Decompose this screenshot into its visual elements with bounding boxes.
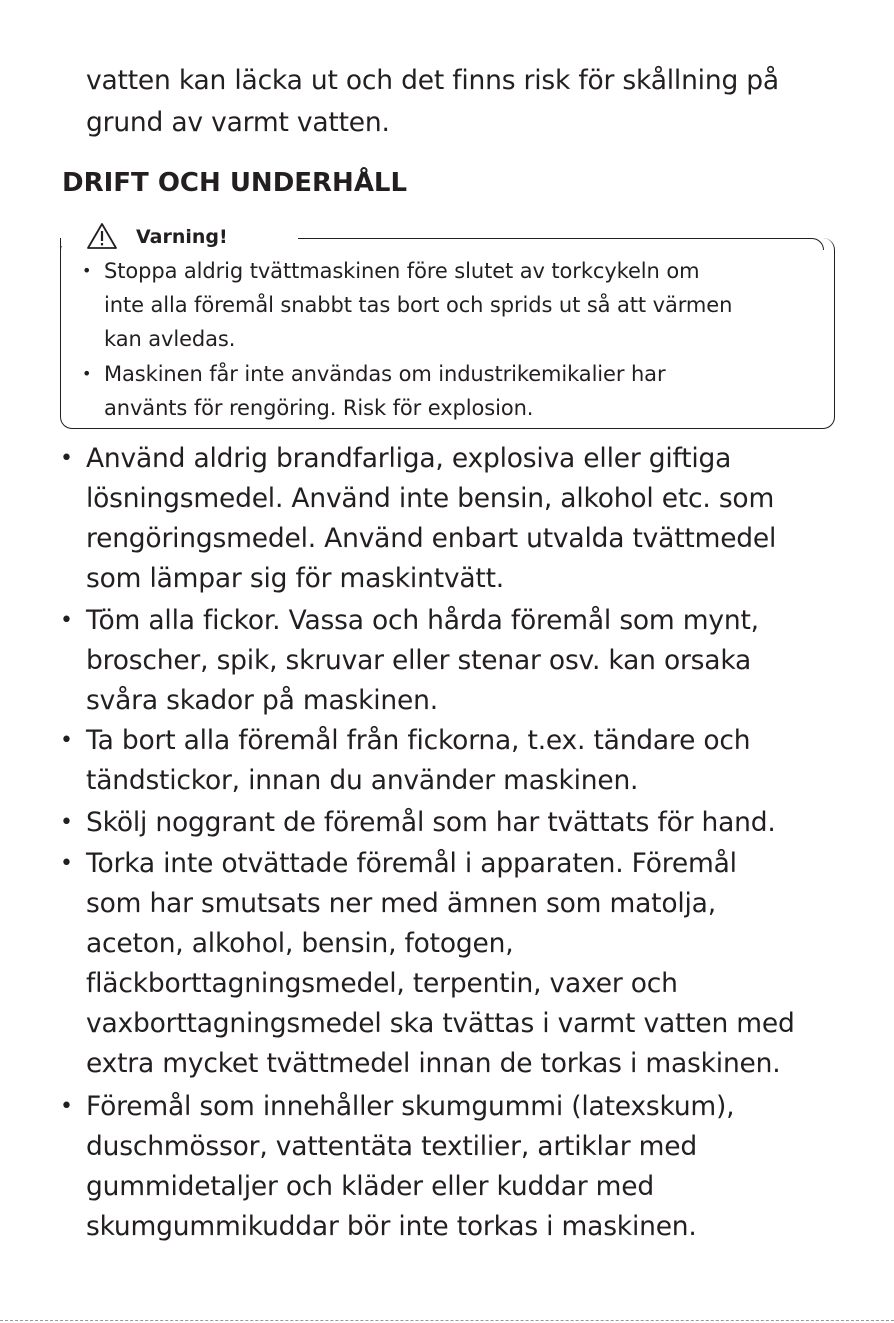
bullet-line: extra mycket tvättmedel innan de torkas i maskinen. bbox=[86, 1048, 781, 1079]
warning-item-line: använts för rengöring. Risk för explosion. bbox=[104, 396, 534, 420]
bullet-line: vaxborttagningsmedel ska tvättas i varmt vatten med bbox=[86, 1008, 795, 1039]
bullet-line: Föremål som innehåller skumgummi (latexskum), bbox=[86, 1091, 735, 1122]
bullet-line: Använd aldrig brandfarliga, explosiva eller giftiga bbox=[86, 443, 732, 474]
bullet-marker: • bbox=[60, 851, 73, 876]
bullet-marker: • bbox=[60, 446, 73, 471]
bullet-marker: • bbox=[60, 728, 73, 753]
page-bottom-rule bbox=[0, 1320, 894, 1321]
bullet-line: fläckborttagningsmedel, terpentin, vaxer och bbox=[86, 968, 678, 999]
warning-box-top-border bbox=[298, 238, 824, 250]
bullet-line: duschmössor, vattentäta textilier, artiklar med bbox=[86, 1131, 697, 1162]
intro-line: vatten kan läcka ut och det finns risk för skållning på bbox=[86, 65, 779, 96]
bullet-line: som lämpar sig för maskintvätt. bbox=[86, 563, 505, 594]
bullet-line: Torka inte otvättade föremål i apparaten. Föremål bbox=[86, 848, 737, 879]
bullet-line: Skölj noggrant de föremål som har tvättats för hand. bbox=[86, 807, 776, 838]
warning-item-line: Maskinen får inte användas om industrikemikalier har bbox=[104, 362, 666, 386]
bullet-marker: • bbox=[60, 608, 73, 633]
intro-line: grund av varmt vatten. bbox=[86, 107, 390, 138]
bullet-line: som har smutsats ner med ämnen som matolja, bbox=[86, 888, 716, 919]
warning-item-line: kan avledas. bbox=[104, 327, 236, 351]
bullet-marker: • bbox=[60, 1094, 73, 1119]
bullet-line: lösningsmedel. Använd inte bensin, alkohol etc. som bbox=[86, 483, 775, 514]
bullet-marker: • bbox=[82, 364, 92, 383]
bullet-line: gummidetaljer och kläder eller kuddar med bbox=[86, 1171, 655, 1202]
warning-triangle-icon bbox=[86, 222, 118, 250]
bullet-marker: • bbox=[82, 261, 92, 280]
bullet-line: broscher, spik, skruvar eller stenar osv. kan orsaka bbox=[86, 645, 752, 676]
warning-title: Varning! bbox=[136, 226, 228, 248]
bullet-line: aceton, alkohol, bensin, fotogen, bbox=[86, 928, 514, 959]
bullet-line: rengöringsmedel. Använd enbart utvalda tvättmedel bbox=[86, 523, 777, 554]
bullet-line: tändstickor, innan du använder maskinen. bbox=[86, 765, 639, 796]
bullet-line: svåra skador på maskinen. bbox=[86, 685, 438, 716]
bullet-line: Ta bort alla föremål från fickorna, t.ex. tändare och bbox=[86, 725, 751, 756]
section-heading: DRIFT OCH UNDERHÅLL bbox=[62, 168, 408, 198]
bullet-marker: • bbox=[60, 810, 73, 835]
warning-item-line: Stoppa aldrig tvättmaskinen före slutet av torkcykeln om bbox=[104, 259, 700, 283]
warning-item-line: inte alla föremål snabbt tas bort och sprids ut så att värmen bbox=[104, 293, 733, 317]
bullet-line: Töm alla fickor. Vassa och hårda föremål som mynt, bbox=[86, 605, 759, 636]
bullet-line: skumgummikuddar bör inte torkas i maskinen. bbox=[86, 1211, 697, 1242]
